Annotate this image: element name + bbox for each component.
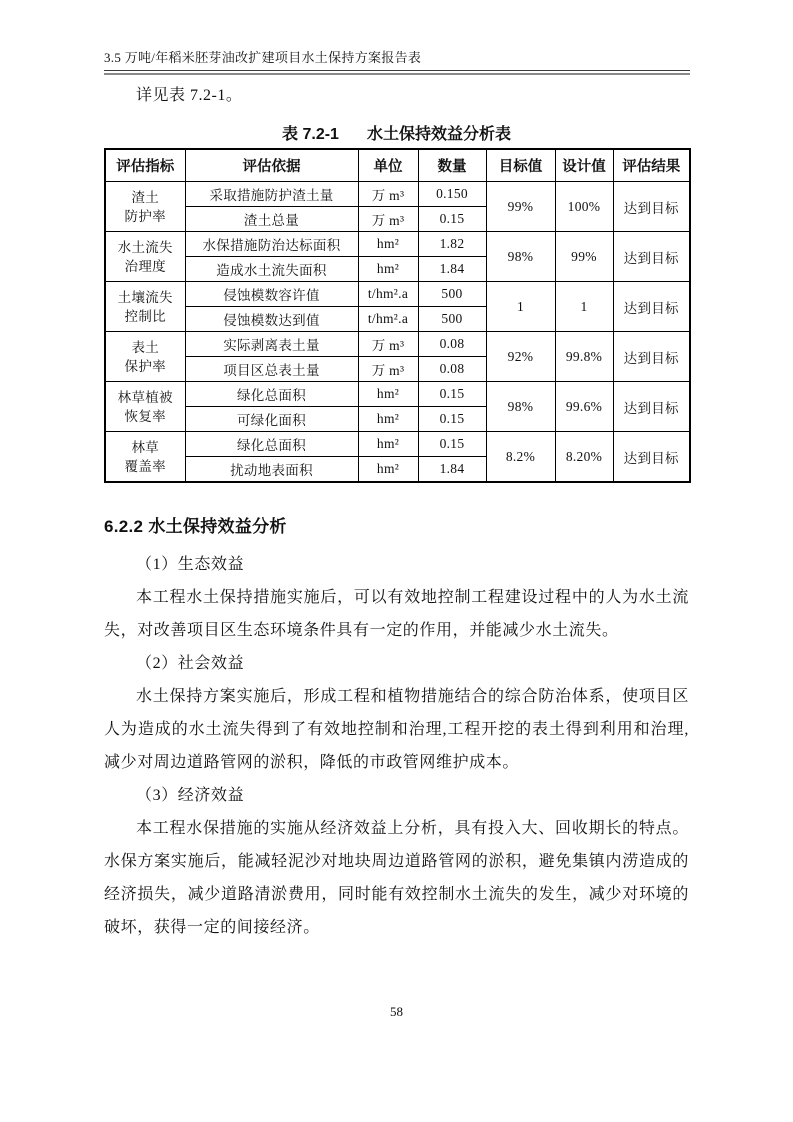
page-header [104, 50, 690, 75]
page-number: 58 [390, 1004, 403, 1019]
cell-unit: hm² [358, 257, 418, 282]
table-caption-label: 表 7.2-1 [282, 126, 339, 143]
cell-target: 92% [486, 332, 555, 382]
para-ecological-label: （1）生态效益 [136, 556, 245, 573]
cell-indicator [105, 382, 185, 432]
cell-result: 达到目标 [613, 332, 690, 382]
indicator-line: 保护率 [124, 358, 166, 374]
table-row [105, 182, 690, 207]
header-title: 3.5 万吨/年稻米胚芽油改扩建项目水土保持方案报告表 [104, 50, 690, 71]
cell-target: 98% [486, 232, 555, 282]
cell-quantity: 0.15 [418, 432, 486, 457]
cell-quantity: 0.15 [418, 207, 486, 232]
cell-basis: 造成水土流失面积 [185, 257, 358, 282]
col-header-unit: 单位 [358, 149, 418, 182]
cell-indicator [105, 432, 185, 483]
cell-result: 达到目标 [613, 282, 690, 332]
cell-indicator [105, 232, 185, 282]
indicator-line: 控制比 [124, 308, 166, 324]
cell-quantity: 0.08 [418, 332, 486, 357]
cell-quantity: 500 [418, 282, 486, 307]
cell-unit: 万 m³ [358, 182, 418, 207]
para-economic-label: （3）经济效益 [136, 787, 245, 804]
indicator-line: 表土 [131, 339, 160, 355]
cell-target: 99% [486, 182, 555, 232]
indicator-line: 恢复率 [124, 408, 166, 424]
indicator-line: 覆盖率 [124, 458, 166, 474]
cell-target: 1 [486, 282, 555, 332]
cell-basis: 绿化总面积 [185, 432, 358, 457]
cell-unit: hm² [358, 432, 418, 457]
table-row [105, 382, 690, 407]
indicator-line: 林草植被 [117, 389, 173, 405]
cell-basis: 扰动地表面积 [185, 457, 358, 483]
page-content [104, 84, 689, 944]
table-caption-title: 水土保持效益分析表 [366, 126, 511, 143]
indicator-line: 林草 [131, 439, 160, 455]
cell-basis: 绿化总面积 [185, 382, 358, 407]
table-row [105, 232, 690, 257]
cell-basis: 渣土总量 [185, 207, 358, 232]
cell-quantity: 1.84 [418, 457, 486, 483]
cell-unit: 万 m³ [358, 332, 418, 357]
section-heading: 6.2.2 水土保持效益分析 [104, 517, 287, 536]
header-rule [104, 73, 690, 75]
cell-basis: 项目区总表土量 [185, 357, 358, 382]
col-header-indicator: 评估指标 [105, 149, 185, 182]
page-footer [0, 1002, 793, 1022]
cell-design: 8.20% [555, 432, 613, 483]
cell-unit: hm² [358, 457, 418, 483]
cell-indicator [105, 182, 185, 232]
cell-target: 8.2% [486, 432, 555, 483]
col-header-target: 目标值 [486, 149, 555, 182]
indicator-line: 渣土 [131, 189, 160, 205]
benefit-analysis-table [104, 148, 691, 483]
col-header-design: 设计值 [555, 149, 613, 182]
col-header-basis: 评估依据 [185, 149, 358, 182]
indicator-line: 水土流失 [117, 239, 173, 255]
col-header-quantity: 数量 [418, 149, 486, 182]
cell-design: 99.6% [555, 382, 613, 432]
cell-unit: hm² [358, 232, 418, 257]
cell-basis: 实际剥离表土量 [185, 332, 358, 357]
indicator-line: 土壤流失 [117, 289, 173, 305]
cell-design: 100% [555, 182, 613, 232]
cell-basis: 采取措施防护渣土量 [185, 182, 358, 207]
table-caption [104, 124, 689, 146]
cell-indicator [105, 332, 185, 382]
cell-result: 达到目标 [613, 382, 690, 432]
cell-unit: hm² [358, 407, 418, 432]
cell-result: 达到目标 [613, 432, 690, 483]
col-header-result: 评估结果 [613, 149, 690, 182]
cell-design: 1 [555, 282, 613, 332]
cell-result: 达到目标 [613, 182, 690, 232]
cell-result: 达到目标 [613, 232, 690, 282]
cell-basis: 可绿化面积 [185, 407, 358, 432]
cell-design: 99.8% [555, 332, 613, 382]
para-economic-text: 本工程水保措施的实施从经济效益上分析，具有投入大、回收期长的特点。水保方案实施后，能减轻泥沙对地块周边道路管网的淤积，避免集镇内涝造成的经济损失，减少道路清淤费用，同时能有效控制水土流失的发生，减少对环境的破坏，获得一定的间接经济。 [104, 820, 689, 936]
cell-quantity: 1.84 [418, 257, 486, 282]
cell-quantity: 1.82 [418, 232, 486, 257]
cell-quantity: 0.08 [418, 357, 486, 382]
cell-design: 99% [555, 232, 613, 282]
table-header-row [105, 149, 690, 182]
cell-unit: 万 m³ [358, 357, 418, 382]
indicator-line: 治理度 [124, 258, 166, 274]
cell-basis: 侵蚀模数达到值 [185, 307, 358, 332]
indicator-line: 防护率 [124, 208, 166, 224]
cell-unit: 万 m³ [358, 207, 418, 232]
para-social-text: 水土保持方案实施后，形成工程和植物措施结合的综合防治体系，使项目区人为造成的水土流失得到了有效地控制和治理,工程开挖的表土得到利用和治理,减少对周边道路管网的淤积，降低的市政管网维护成本。 [104, 688, 689, 771]
cell-quantity: 0.15 [418, 407, 486, 432]
table-row [105, 432, 690, 457]
cell-indicator [105, 282, 185, 332]
para-ecological-text: 本工程水土保持措施实施后，可以有效地控制工程建设过程中的人为水土流失，对改善项目区生态环境条件具有一定的作用，并能减少水土流失。 [104, 589, 689, 639]
cell-quantity: 500 [418, 307, 486, 332]
cell-basis: 侵蚀模数容许值 [185, 282, 358, 307]
table-row [105, 332, 690, 357]
cell-basis: 水保措施防治达标面积 [185, 232, 358, 257]
cell-unit: hm² [358, 382, 418, 407]
cell-quantity: 0.150 [418, 182, 486, 207]
cell-target: 98% [486, 382, 555, 432]
intro-line: 详见表 7.2-1。 [136, 87, 243, 104]
cell-unit: t/hm².a [358, 307, 418, 332]
cell-quantity: 0.15 [418, 382, 486, 407]
cell-unit: t/hm².a [358, 282, 418, 307]
table-row [105, 282, 690, 307]
para-social-label: （2）社会效益 [136, 655, 245, 672]
